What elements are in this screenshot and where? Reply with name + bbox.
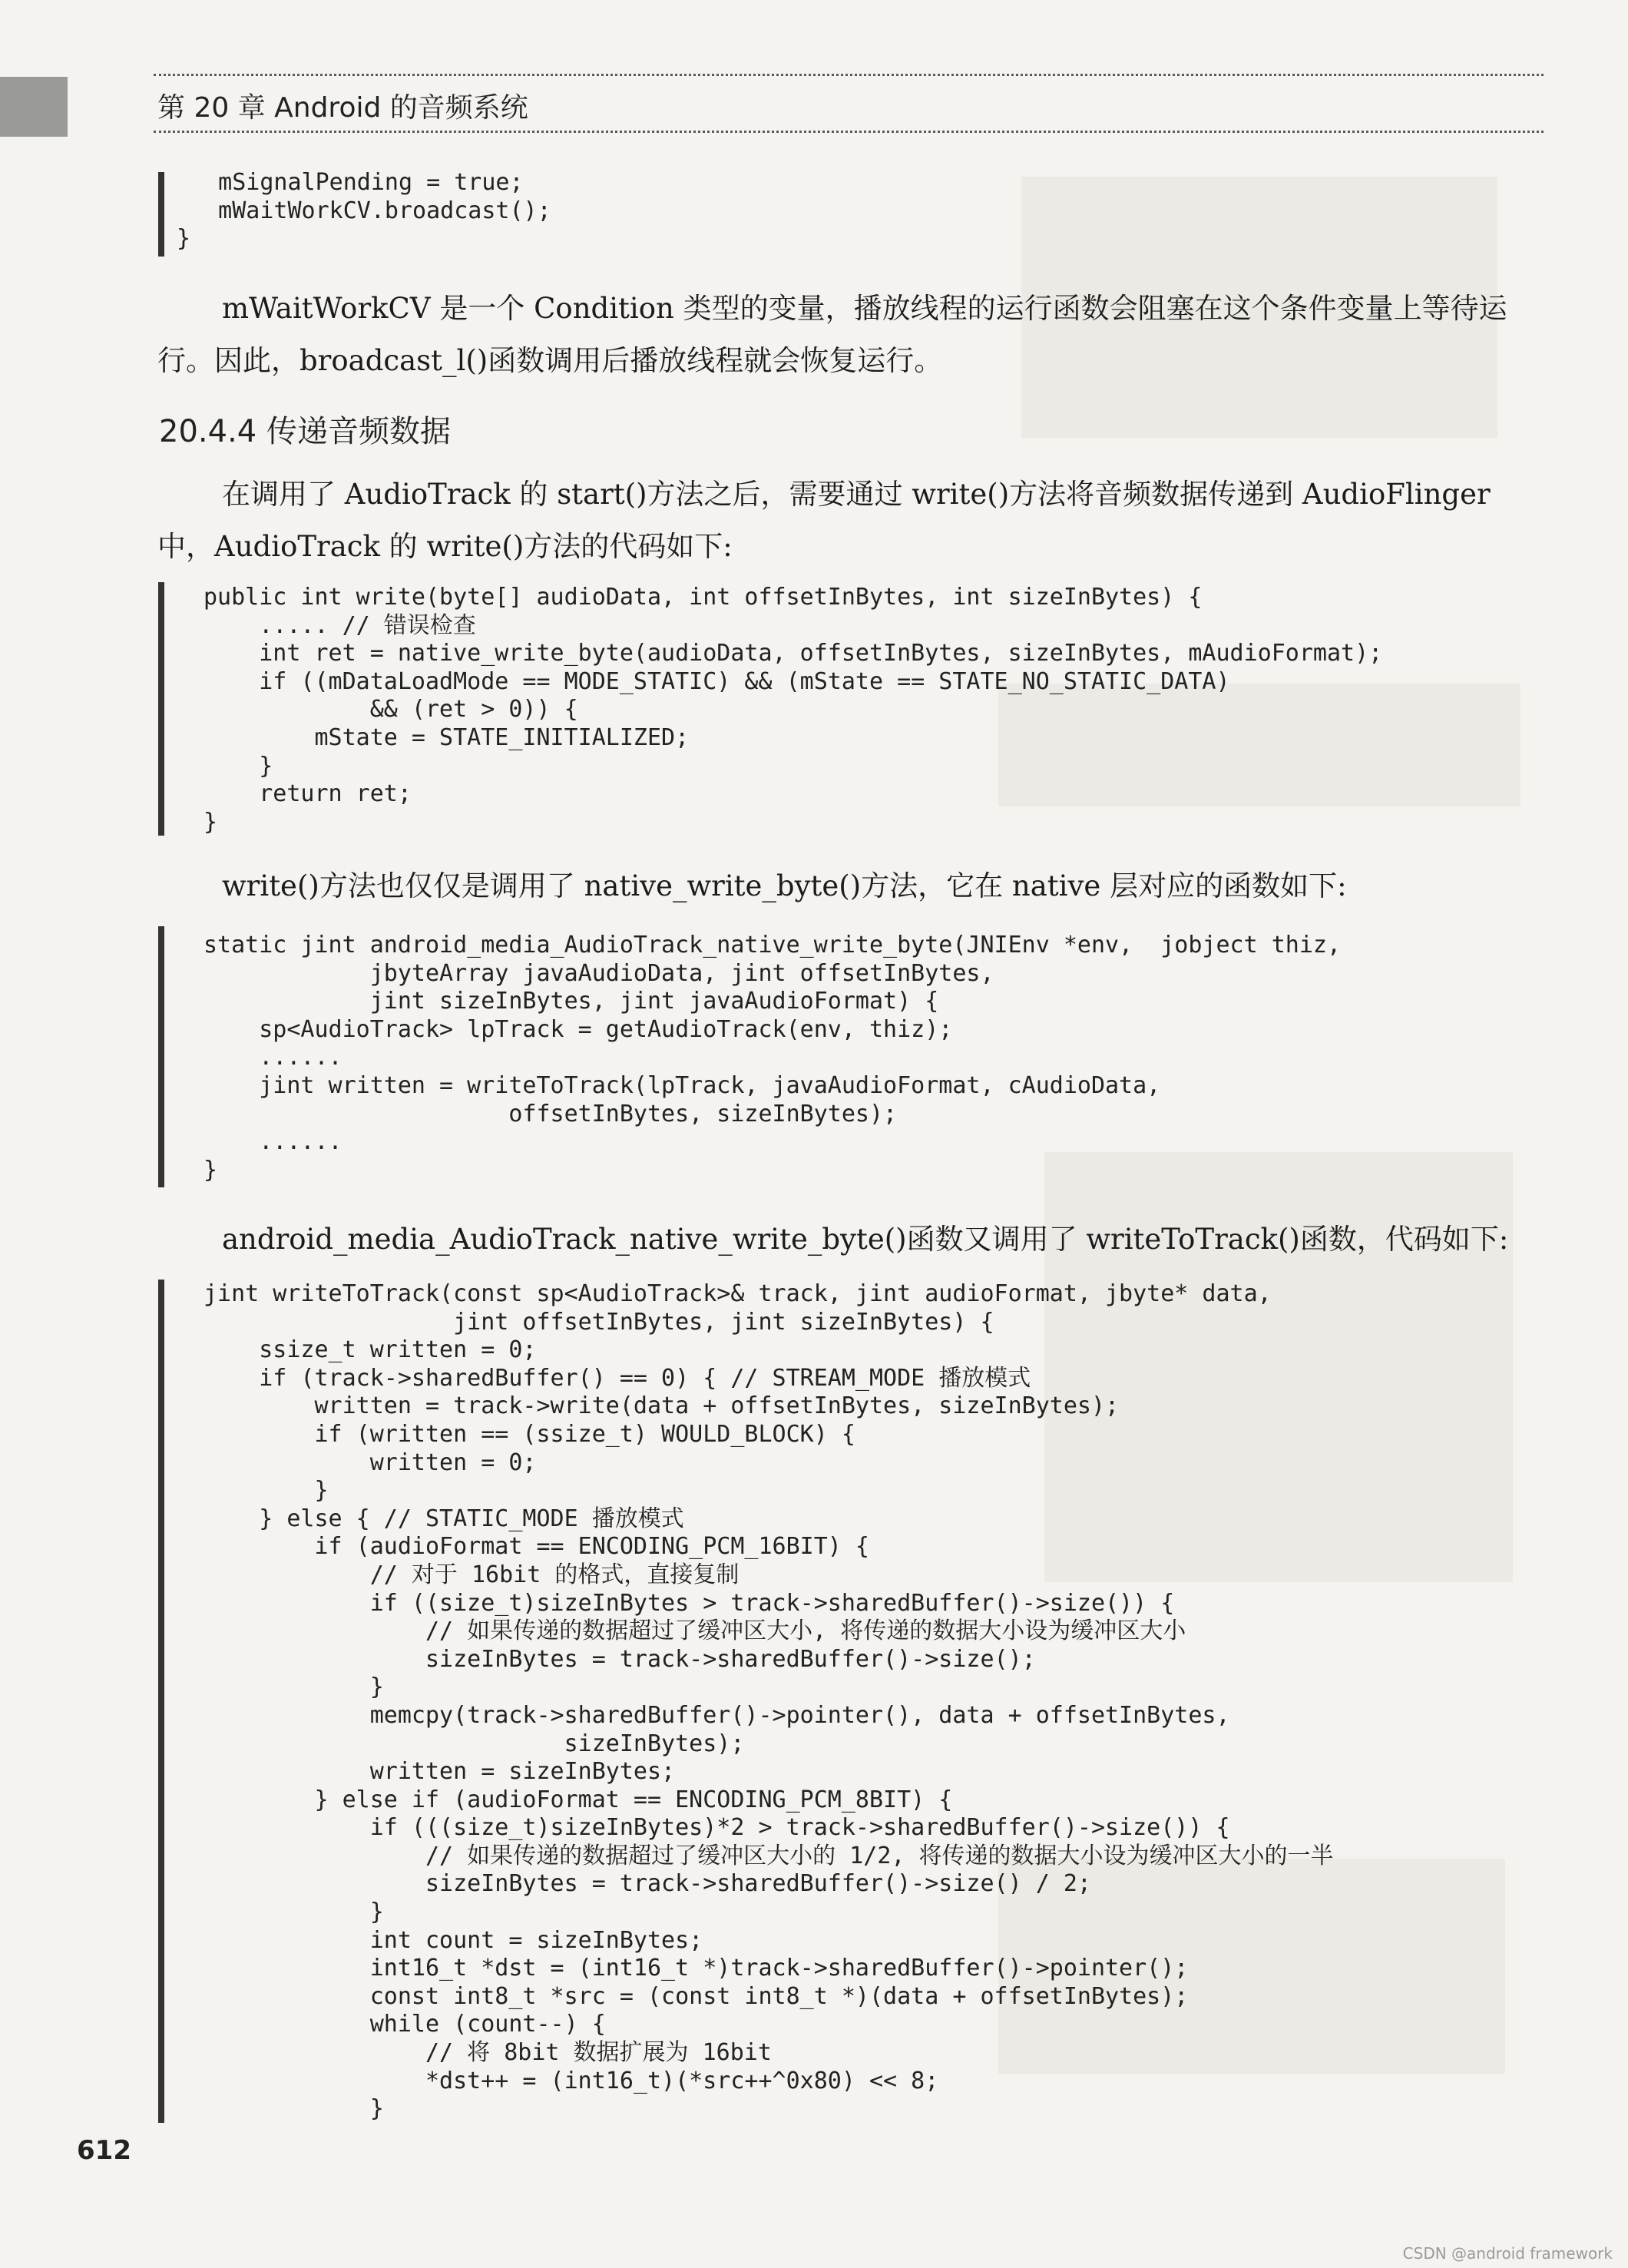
code-block-1: mSignalPending = true; mWaitWorkCV.broadcast(); } xyxy=(177,169,551,253)
code-block-4-bar xyxy=(158,1280,164,2123)
paragraph-2-text: 在调用了 AudioTrack 的 start()方法之后，需要通过 write()方法将音频数据传递到 AudioFlinger 中，AudioTrack 的 write()方法的代码如下: xyxy=(157,478,1491,563)
paragraph-3 xyxy=(157,860,1509,912)
paragraph-3-text: write()方法也仅仅是调用了 native_write_byte()方法，它在 native 层对应的函数如下: xyxy=(222,869,1347,902)
chapter-corner-tab xyxy=(0,77,68,137)
page-number: 612 xyxy=(77,2135,131,2166)
section-title: 20.4.4 传递音频数据 xyxy=(159,414,451,449)
paragraph-4-text: android_media_AudioTrack_native_write_byte()函数又调用了 writeToTrack()函数，代码如下: xyxy=(222,1223,1509,1256)
code-block-2: public int write(byte[] audioData, int offsetInBytes, int sizeInBytes) { ..... // 错误检查 int ret = native_write_byte(audioData, offsetInBytes, sizeInBytes, mAudioFormat); if ((mDataLoadMode == MODE_STATIC) && (mState == STATE_NO_STATIC_DATA) && (ret > 0)) { mState = STATE_INITIALIZED; } return ret; } xyxy=(204,584,1383,836)
paragraph-1 xyxy=(157,283,1509,387)
code-block-4: jint writeToTrack(const sp<AudioTrack>& track, jint audioFormat, jbyte* data, jint offsetInBytes, jint sizeInBytes) { ssize_t written = 0; if (track->sharedBuffer() == 0) { // STREAM_MODE 播放模式 written = track->write(data + offsetInBytes, sizeInBytes); if (written == (ssize_t) WOULD_BLOCK) { written = 0; } } else { // STATIC_MODE 播放模式 if (audioFormat == ENCODING_PCM_16BIT) { // 对于 16bit 的格式，直接复制 if ((size_t)sizeInBytes > track->sharedBuffer()->size()) { // 如果传递的数据超过了缓冲区大小, 将传递的数据大小设为缓冲区大小 sizeInBytes = track->sharedBuffer()->size(); } memcpy(track->sharedBuffer()->pointer(), data + offsetInBytes, sizeInBytes); written = sizeInBytes; } else if (audioFormat == ENCODING_PCM_8BIT) { if (((size_t)sizeInBytes)*2 > track->sharedBuffer()->size()) { // 如果传递的数据超过了缓冲区大小的 1/2, 将传递的数据大小设为缓冲区大小的一半 sizeInBytes = track->sharedBuffer()->size() / 2; } int count = sizeInBytes; int16_t *dst = (int16_t *)track->sharedBuffer()->pointer(); const int8_t *src = (const int8_t *)(data + offsetInBytes); while (count--) { // 将 8bit 数据扩展为 16bit *dst++ = (int16_t)(*src++^0x80) << 8; } xyxy=(204,1280,1334,2123)
header-rule-bottom xyxy=(154,131,1544,133)
code-block-1-bar xyxy=(158,172,164,257)
watermark: CSDN @android framework xyxy=(1402,2244,1613,2263)
paragraph-2 xyxy=(157,468,1509,573)
header-rule-top xyxy=(154,74,1544,76)
chapter-header: 第 20 章 Android 的音频系统 xyxy=(157,92,528,124)
code-block-2-bar xyxy=(158,582,164,836)
code-block-3-bar xyxy=(158,926,164,1187)
paragraph-4 xyxy=(157,1213,1509,1266)
paragraph-1-text: mWaitWorkCV 是一个 Condition 类型的变量，播放线程的运行函数会阻塞在这个条件变量上等待运行。因此，broadcast_l()函数调用后播放线程就会恢复运行。 xyxy=(157,292,1507,377)
code-block-3: static jint android_media_AudioTrack_native_write_byte(JNIEnv *env, jobject thiz, jbyteArray javaAudioData, jint offsetInBytes, jint sizeInBytes, jint javaAudioFormat) { sp<AudioTrack> lpTrack = getAudioTrack(env, thiz); ...... jint written = writeToTrack(lpTrack, javaAudioFormat, cAudioData, offsetInBytes, sizeInBytes); ...... } xyxy=(204,932,1342,1184)
